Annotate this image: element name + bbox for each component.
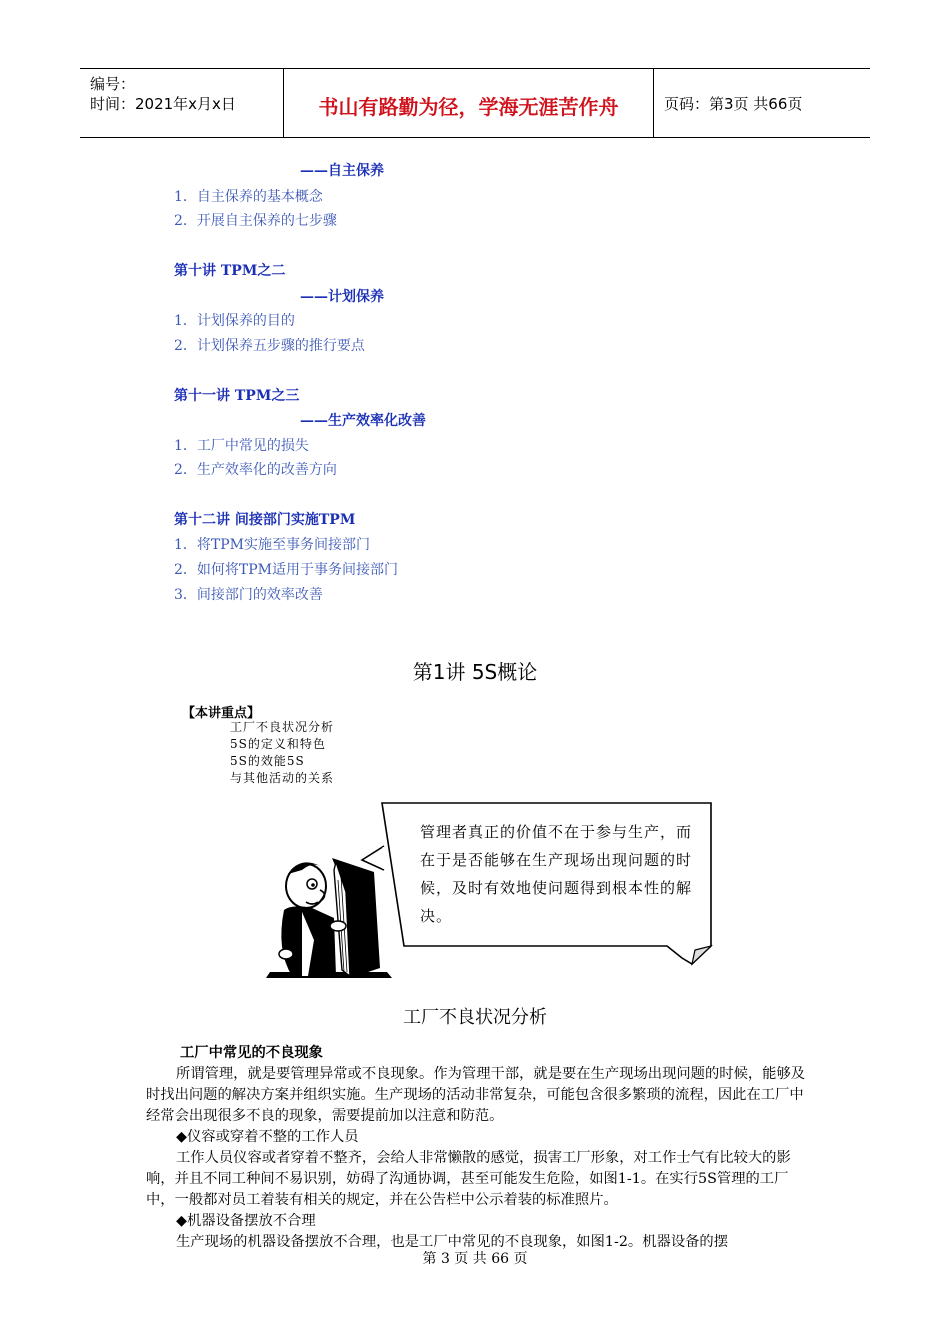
- page-label: 页码：第3页 共66页: [664, 95, 803, 113]
- toc-heading: 第十二讲 间接部门实施TPM: [174, 512, 356, 528]
- toc-item: 1．工厂中常见的损失: [174, 438, 309, 454]
- page-header: [80, 68, 870, 138]
- key-point-item: 与其他活动的关系: [230, 771, 335, 785]
- toc-heading: ——计划保养: [300, 289, 384, 305]
- toc-item: 2．如何将TPM适用于事务间接部门: [174, 562, 398, 578]
- paragraph: 生产现场的机器设备摆放不合理，也是工厂中常见的不良现象，如图1-2。机器设备的摆: [176, 1234, 729, 1250]
- paragraph: 工作人员仪容或者穿着不整齐，会给人非常懒散的感觉，损害工厂形象，对工作士气有比较大的影响，并且不同工种间不易识别，妨碍了沟通协调，甚至可能发生危险，如图1-1。在实行5S管理的工厂中，一般都对员工着装有相关的规定，并在公告栏中公示着装的标准照片。: [146, 1150, 791, 1208]
- motto: 书山有路勤为径，学海无涯苦作舟: [318, 95, 619, 119]
- toc-item: 2．计划保养五步骤的推行要点: [174, 338, 365, 354]
- toc-item: 1．自主保养的基本概念: [174, 189, 323, 205]
- speech-bubble-text: 管理者真正的价值不在于参与生产，而在于是否能够在生产现场出现问题的时候，及时有效地使问题得到根本性的解决。: [420, 823, 693, 925]
- bullet-heading: ◆机器设备摆放不合理: [176, 1213, 316, 1229]
- page-footer: 第 3 页 共 66 页: [422, 1251, 528, 1267]
- body-text: [146, 1043, 810, 1253]
- key-point-item: 5S的效能5S: [230, 754, 305, 768]
- key-point-item: 工厂不良状况分析: [230, 720, 335, 734]
- bullet-heading: ◆仪容或穿着不整的工作人员: [176, 1129, 359, 1145]
- toc-heading: 第十讲 TPM之二: [174, 263, 286, 279]
- toc-heading: 第十一讲 TPM之三: [174, 388, 300, 404]
- toc-item: 1．计划保养的目的: [174, 313, 295, 329]
- date-label: 时间：2021年x月x日: [90, 95, 236, 113]
- toc-item: 3．间接部门的效率改善: [174, 587, 323, 603]
- toc-heading: ——生产效率化改善: [300, 413, 426, 429]
- section-title: 工厂不良状况分析: [403, 1007, 547, 1028]
- toc-heading: ——自主保养: [300, 163, 384, 179]
- toc-item: 1．将TPM实施至事务间接部门: [174, 537, 370, 553]
- header-motto-cell: [284, 69, 654, 137]
- toc-item: 2．开展自主保养的七步骤: [174, 213, 337, 229]
- subheading: 工厂中常见的不良现象: [180, 1045, 323, 1061]
- header-meta-cell: [80, 69, 284, 137]
- man-with-book-icon: [266, 858, 392, 978]
- key-points-label: 【本讲重点】: [182, 706, 261, 721]
- toc-item: 2．生产效率化的改善方向: [174, 462, 337, 478]
- header-page-cell: [654, 69, 870, 137]
- paragraph: 所谓管理，就是要管理异常或不良现象。作为管理干部，就是要在生产现场出现问题的时候，能够及时找出问题的解决方案并组织实施。生产现场的活动非常复杂，可能包含很多繁琐的流程，因此在工厂中经常会出现很多不良的现象，需要提前加以注意和防范。: [146, 1066, 806, 1124]
- lecture-title: 第1讲 5S概论: [412, 660, 538, 684]
- key-point-item: 5S的定义和特色: [230, 737, 326, 751]
- number-label: 编号：: [90, 75, 136, 93]
